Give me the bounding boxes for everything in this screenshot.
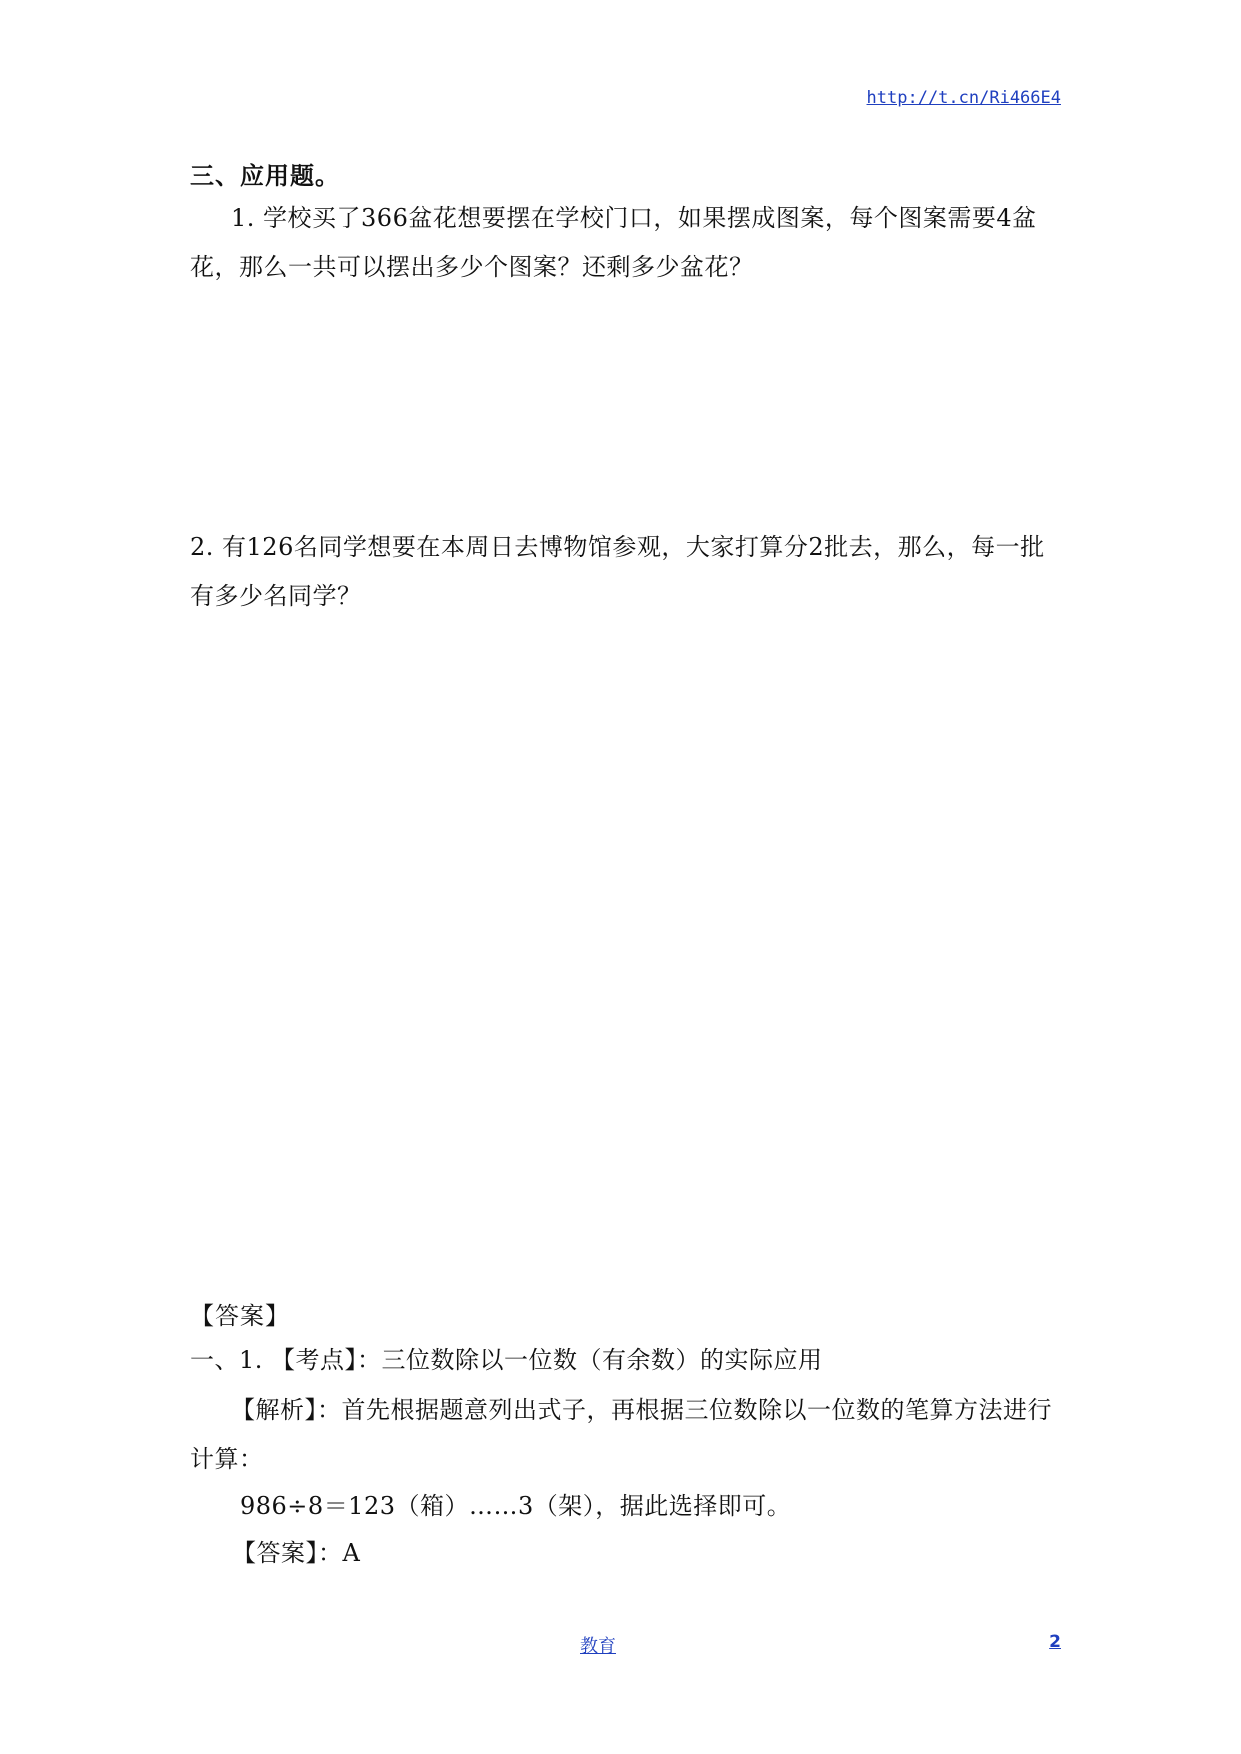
- section-title: 三、应用题。: [190, 161, 340, 190]
- answer-heading: 【答案】: [190, 1302, 290, 1330]
- question-1: 1. 学校买了366盆花想要摆在学校门口，如果摆成图案，每个图案需要4盆花，那么一共可以摆出多少个图案？还剩多少盆花？: [190, 204, 1037, 281]
- answer-1-point: 一、1. 【考点】：三位数除以一位数（有余数）的实际应用: [190, 1346, 823, 1374]
- page-number: 2: [1049, 1632, 1061, 1652]
- question-2: 2. 有126名同学想要在本周日去博物馆参观，大家打算分2批去，那么，每一批有多少名同学？: [190, 533, 1045, 610]
- footer-link[interactable]: 教育: [580, 1636, 616, 1657]
- header-link[interactable]: http://t.cn/Ri466E4: [866, 88, 1061, 108]
- answer-1-analysis: 【解析】：首先根据题意列出式子，再根据三位数除以一位数的笔算方法进行计算：: [190, 1396, 1052, 1473]
- answer-1-calculation: 986÷8＝123（箱）……3（架），据此选择即可。: [240, 1492, 792, 1520]
- answer-1-result: 【答案】：A: [232, 1539, 361, 1567]
